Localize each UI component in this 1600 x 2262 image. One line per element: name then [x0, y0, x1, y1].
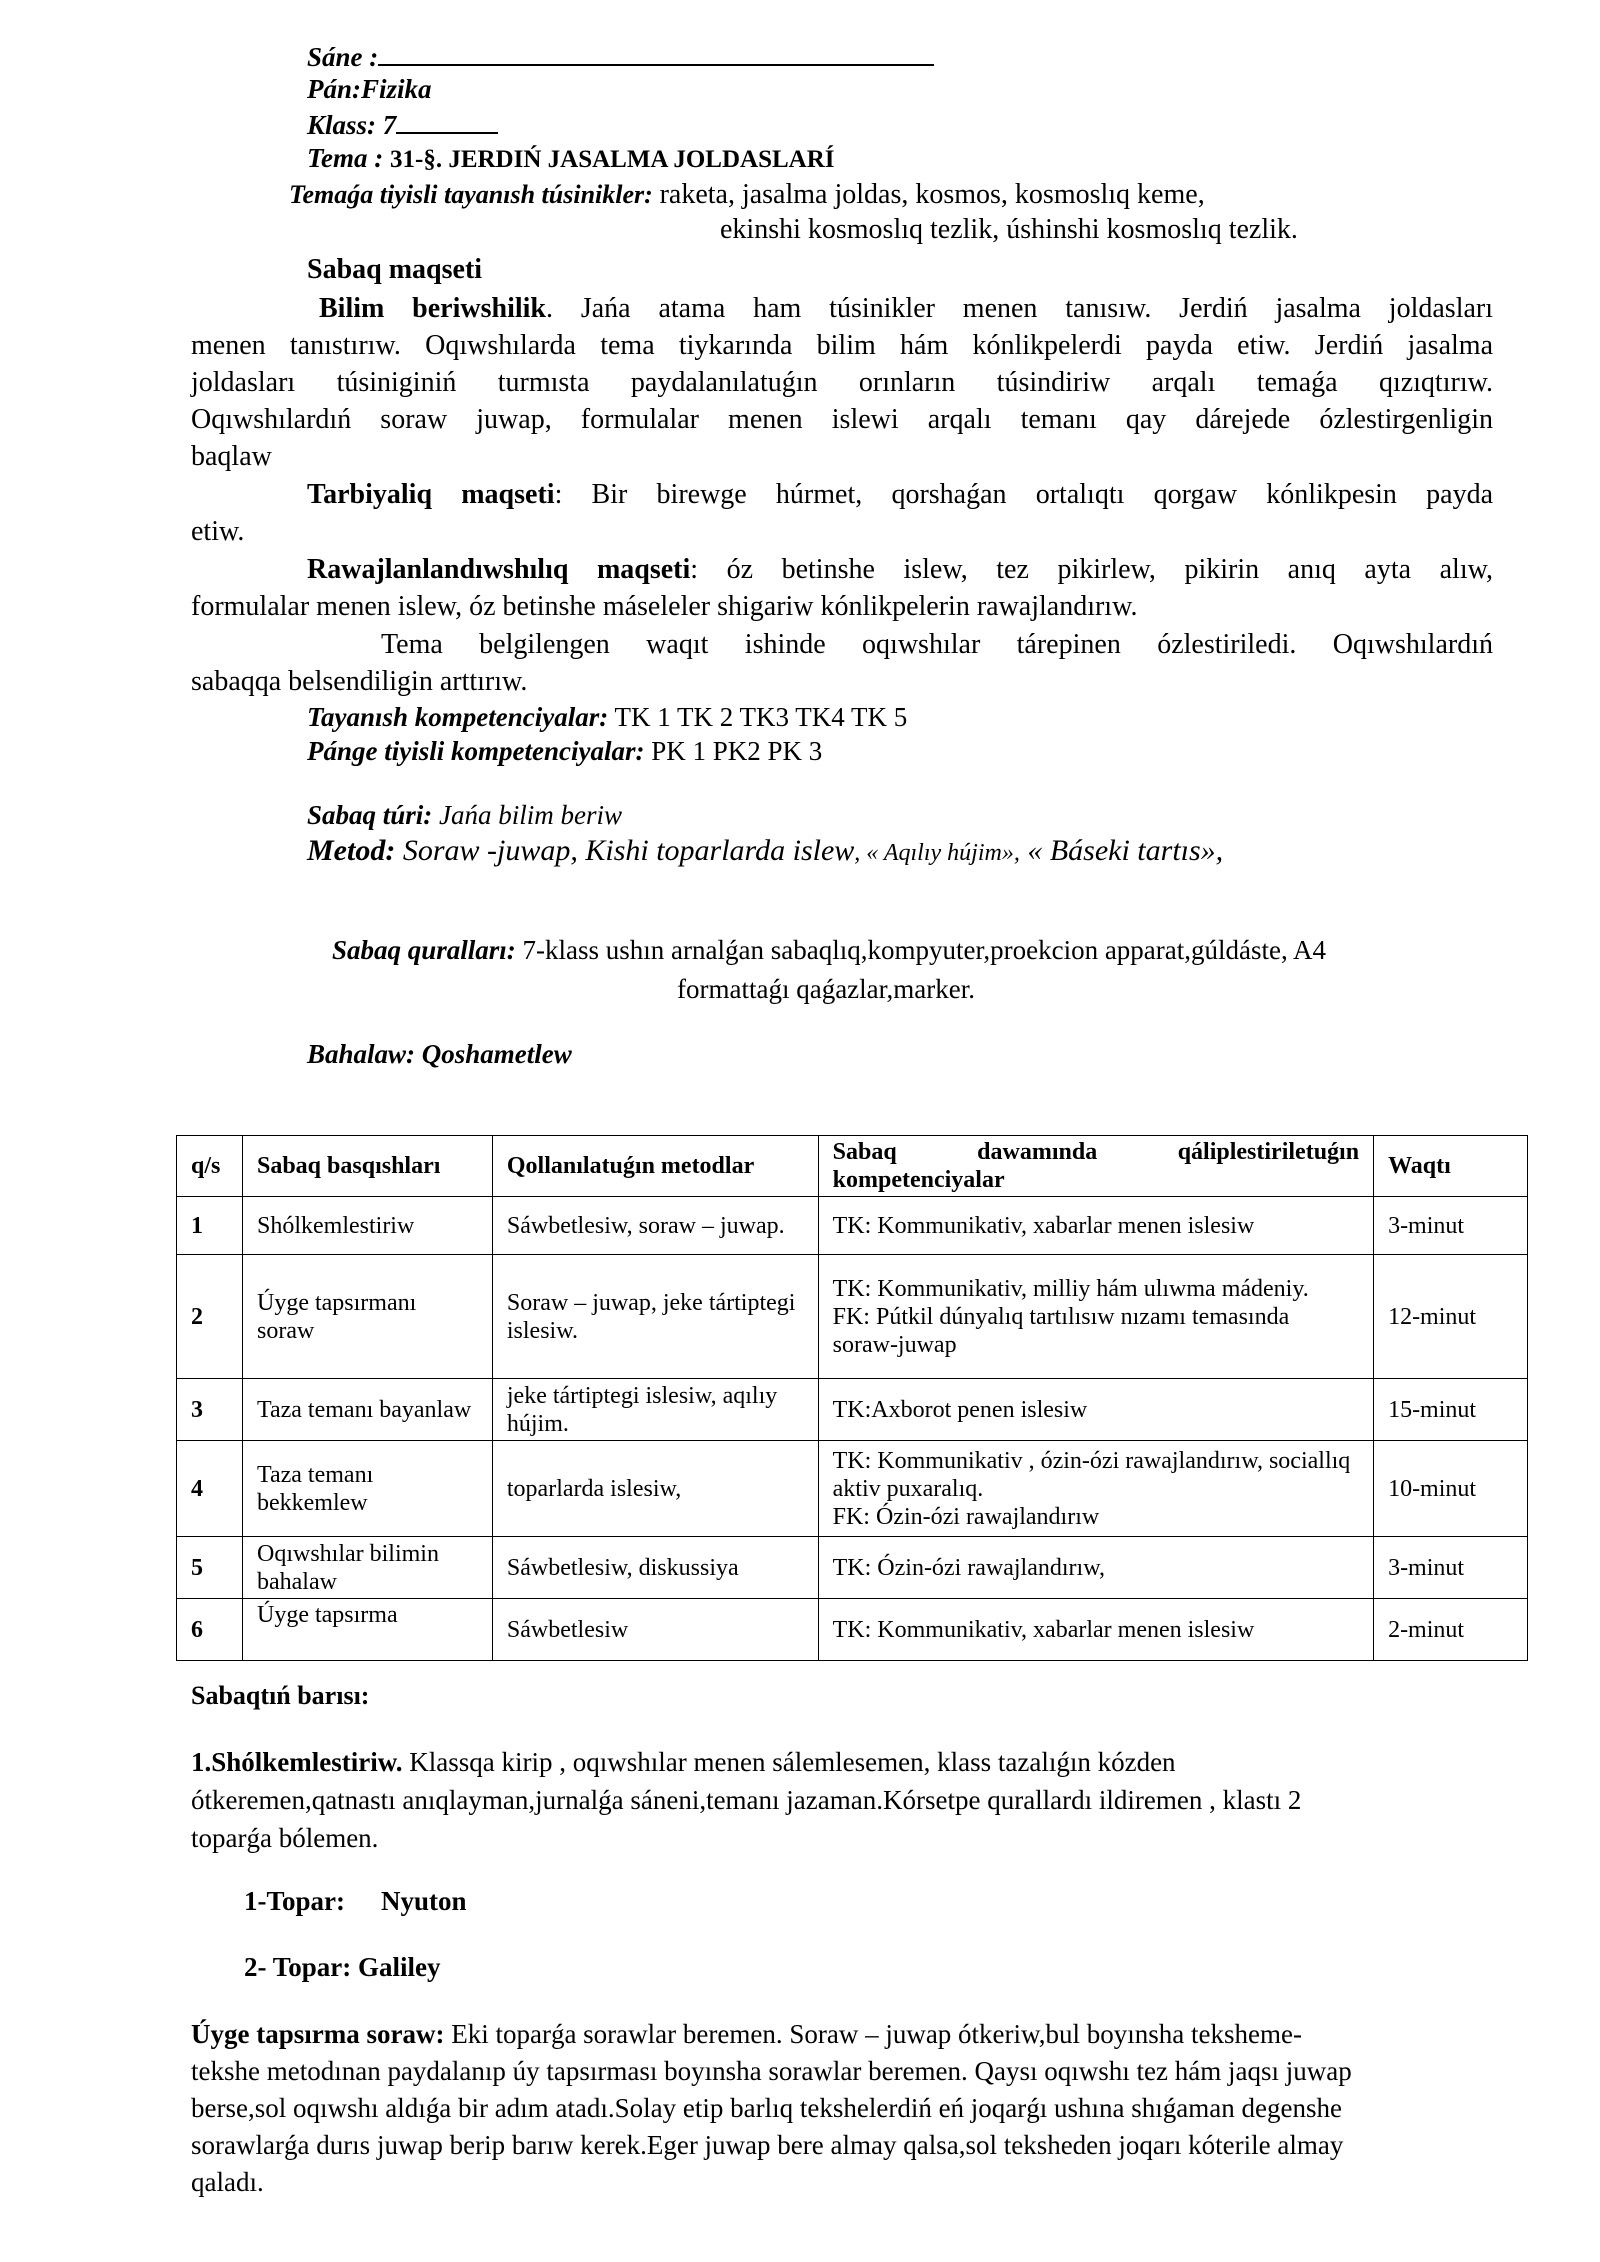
competency-cell: TK:Axborot penen islesiw — [818, 1379, 1373, 1441]
upbringing-line: Tarbiyaliq maqseti: Bir birewge húrmet, qorshaǵan ortalıqtı qorgaw kónlikpesin payda — [307, 479, 1494, 510]
competency-text: FK: Ózin-ózi rawajlandırıw — [832, 1503, 1100, 1530]
upbringing-line: etiw. — [191, 516, 245, 547]
competency-text: TK: Kommunikativ , ózin-ózi rawajlandırıw, sociallıq aktiv puxaralıq. — [832, 1447, 1351, 1502]
extra-line: sabaqqa belsendiligin arttırıw. — [191, 666, 528, 697]
lesson-tools-line-2: formattaǵı qaǵazlar,marker. — [677, 974, 976, 1004]
knowledge-line: menen tanıstırıw. Oqıwshılarda tema tiykarında bilim hám kónlikpelerdi payda etiw. Jerdiń jasalma — [191, 330, 1493, 361]
organization-line: 1.Shólkemlestiriw. Klassqa kirip , oqıwshılar menen sálemlesemen, klass tazalıǵın kózden — [191, 1747, 1176, 1777]
knowledge-line: Oqıwshılardıń soraw juwap, formulalar menen islewi arqalı temanı qay dárejede ózlestirgenligin — [191, 404, 1493, 435]
time-cell: 3-minut — [1374, 1197, 1528, 1255]
lesson-plan-table — [176, 1135, 1528, 1661]
progress-heading: Sabaqtıń barısı: — [191, 1681, 370, 1710]
table-row — [177, 1379, 1528, 1441]
row-number: 4 — [177, 1441, 243, 1537]
column-header: q/s — [177, 1136, 243, 1197]
table-header-row — [177, 1136, 1528, 1197]
topic-title: 31-§. JERDIŃ JASALMA JOLDASLARÍ — [390, 146, 835, 173]
basic-competencies-value: TK 1 TK 2 TK3 TK4 TK 5 — [608, 702, 908, 732]
goals-heading: Sabaq maqseti — [307, 254, 483, 285]
time-cell: 3-minut — [1374, 1537, 1528, 1599]
assessment: Bahalaw: Qoshametlew — [307, 1039, 572, 1069]
stage-cell: Úyge tapsırma — [242, 1599, 492, 1661]
extra-goal — [191, 626, 1493, 700]
group-2: 2- Topar: Galiley — [244, 1952, 441, 1982]
table-row — [177, 1537, 1528, 1599]
competency-cell — [818, 1255, 1373, 1379]
development-goal — [191, 551, 1493, 625]
method-label: Metod: — [307, 834, 396, 867]
homework-line: qaladı. — [191, 2167, 264, 2197]
time-cell: 2-minut — [1374, 1599, 1528, 1661]
concepts-label: Temaǵa tiyisli tayanısh túsinikler: — [289, 180, 653, 209]
class-line — [307, 106, 498, 142]
competency-cell: TK: Ózin-ózi rawajlandırıw, — [818, 1537, 1373, 1599]
tools-value: 7-klass ushın arnalǵan sabaqlıq,kompyuter,proekcion apparat,gúldáste, A4 — [515, 935, 1327, 965]
stage-cell: Taza temanı bekkemlew — [242, 1441, 492, 1537]
competency-text: FK: Pútkil dúnyalıq tartılısıw nızamı temasında soraw-juwap — [832, 1303, 1290, 1358]
knowledge-label: Bilim beriwshilik — [319, 293, 546, 324]
competency-cell — [818, 1441, 1373, 1537]
topic-line — [307, 141, 835, 177]
subject-competencies-value: PK 1 PK2 PK 3 — [644, 736, 823, 766]
lesson-tools — [332, 933, 1326, 967]
date-blank — [378, 38, 934, 66]
knowledge-line: joldasları túsiniginiń turmısta paydalanılatuǵın orınların túsindiriw arqalı temaǵa qızıqtırıw. — [191, 367, 1493, 398]
basic-competencies — [307, 700, 907, 734]
homework-line: sorawlarǵa durıs juwap berip barıw kerek.Eger juwap bere almay qalsa,sol teksheden joqarı kóterile almay — [191, 2130, 1344, 2160]
column-header: Sabaq dawamında qáliplestiriletuǵın kompetenciyalar — [818, 1136, 1373, 1197]
lesson-type-label: Sabaq túri: — [307, 800, 433, 830]
row-number: 5 — [177, 1537, 243, 1599]
stage-cell: Úyge tapsırmanı soraw — [242, 1255, 492, 1379]
group-1-label: 1-Topar: — [244, 1886, 346, 1916]
lesson-type-value: Jańa bilim beriw — [432, 800, 623, 830]
homework-line: tekshe metodınan paydalanıp úy tapsırması boyınsha sorawlar beremen. Qaysı oqıwshı tez hám jaqsı juwap — [191, 2056, 1352, 2086]
homework-line: berse,sol oqıwshı aldıǵa bir adım atadı.Solay etip barlıq tekshelerdiń eń joqarǵı ushına shıǵaman degenshe — [191, 2093, 1342, 2123]
method-extra: « Báseki tartıs», — [1019, 834, 1224, 867]
method-cell: Sáwbetlesiw, diskussiya — [492, 1537, 818, 1599]
time-cell: 15-minut — [1374, 1379, 1528, 1441]
class-blank — [396, 106, 498, 134]
table-row — [177, 1441, 1528, 1537]
date-line — [307, 38, 934, 74]
extra-line: Tema belgilengen waqıt ishinde oqıwshılar tárepinen ózlestiriledi. Oqıwshılardıń — [381, 629, 1493, 660]
subject-competencies — [307, 734, 822, 768]
topic-label: Tema : — [307, 143, 384, 173]
method-value: Soraw -juwap, Kishi toparlarda islew — [395, 834, 855, 867]
homework-label: Úyge tapsırma soraw: — [191, 2019, 445, 2049]
organization-label: 1.Shólkemlestiriw. — [191, 1747, 403, 1777]
upbringing-goal — [191, 476, 1493, 550]
column-header: Sabaq basqıshları — [242, 1136, 492, 1197]
basic-competencies-label: Tayanısh kompetenciyalar: — [307, 702, 609, 732]
method-cell: jeke tártiptegi islesiw, aqılıy hújim. — [492, 1379, 818, 1441]
knowledge-goal — [191, 290, 1493, 475]
competency-text: TK: Kommunikativ, milliy hám ulıwma mádeniy. — [832, 1275, 1309, 1302]
table-row — [177, 1255, 1528, 1379]
organization-line: ótkeremen,qatnastı anıqlayman,jurnalǵa sáneni,temanı jazaman.Kórsetpe qurallardı ildiremen , klastı 2 — [191, 1785, 1302, 1815]
row-number: 3 — [177, 1379, 243, 1441]
homework-line: Úyge tapsırma soraw: Eki toparǵa sorawlar beremen. Soraw – juwap ótkeriw,bul boyınsha teksheme- — [191, 2019, 1302, 2049]
table-row — [177, 1599, 1528, 1661]
knowledge-line: Bilim beriwshilik. Jańa atama ham túsinikler menen tanısıw. Jerdiń jasalma joldasları — [319, 293, 1493, 324]
concepts-line-2: ekinshi kosmoslıq tezlik, úshinshi kosmoslıq tezlik. — [720, 214, 1298, 245]
lesson-method — [307, 834, 1223, 870]
row-number: 1 — [177, 1197, 243, 1255]
date-label: Sáne : — [307, 42, 379, 72]
concepts-value: raketa, jasalma joldas, kosmos, kosmoslıq keme, — [659, 179, 1205, 210]
method-cell: Soraw – juwap, jeke tártiptegi islesiw. — [492, 1255, 818, 1379]
method-cell: toparlarda islesiw, — [492, 1441, 818, 1537]
group-1 — [244, 1884, 467, 1918]
subject-competencies-label: Pánge tiyisli kompetenciyalar: — [307, 736, 645, 766]
stage-cell: Shólkemlestiriw — [242, 1197, 492, 1255]
lesson-type — [307, 798, 622, 832]
method-cell: Sáwbetlesiw — [492, 1599, 818, 1661]
homework-paragraph — [191, 2016, 1491, 2201]
tools-label: Sabaq quralları: — [332, 935, 516, 965]
table-row — [177, 1197, 1528, 1255]
time-cell: 12-minut — [1374, 1255, 1528, 1379]
row-number: 6 — [177, 1599, 243, 1661]
organization-paragraph — [191, 1743, 1491, 1857]
column-header: Waqtı — [1374, 1136, 1528, 1197]
knowledge-line: baqlaw — [191, 441, 272, 472]
development-label: Rawajlanlandıwshılıq maqseti — [307, 554, 691, 585]
column-header: Qollanılatuǵın metodlar — [492, 1136, 818, 1197]
method-cell: Sáwbetlesiw, soraw – juwap. — [492, 1197, 818, 1255]
development-line: formulalar menen islew, óz betinshe máseleler shigariw kónlikpelerin rawajlandırıw. — [191, 591, 1138, 622]
concepts-line — [289, 177, 1205, 212]
time-cell: 10-minut — [1374, 1441, 1528, 1537]
competency-cell: TK: Kommunikativ, xabarlar menen islesiw — [818, 1599, 1373, 1661]
organization-line: toparǵa bólemen. — [191, 1823, 379, 1853]
subject-line: Pán:Fizika — [307, 74, 432, 104]
development-line: Rawajlanlandıwshılıq maqseti: óz betinshe islew, tez pikirlew, pikirin anıq ayta alıw, — [307, 554, 1493, 585]
stage-cell: Oqıwshılar bilimin bahalaw — [242, 1537, 492, 1599]
class-label: Klass: 7 — [307, 110, 397, 140]
upbringing-label: Tarbiyaliq maqseti — [307, 479, 555, 510]
stage-cell: Taza temanı bayanlaw — [242, 1379, 492, 1441]
competency-cell: TK: Kommunikativ, xabarlar menen islesiw — [818, 1197, 1373, 1255]
method-extra: , « Aqılıy hújim», — [854, 840, 1020, 866]
group-1-name: Nyuton — [381, 1886, 467, 1916]
row-number: 2 — [177, 1255, 243, 1379]
